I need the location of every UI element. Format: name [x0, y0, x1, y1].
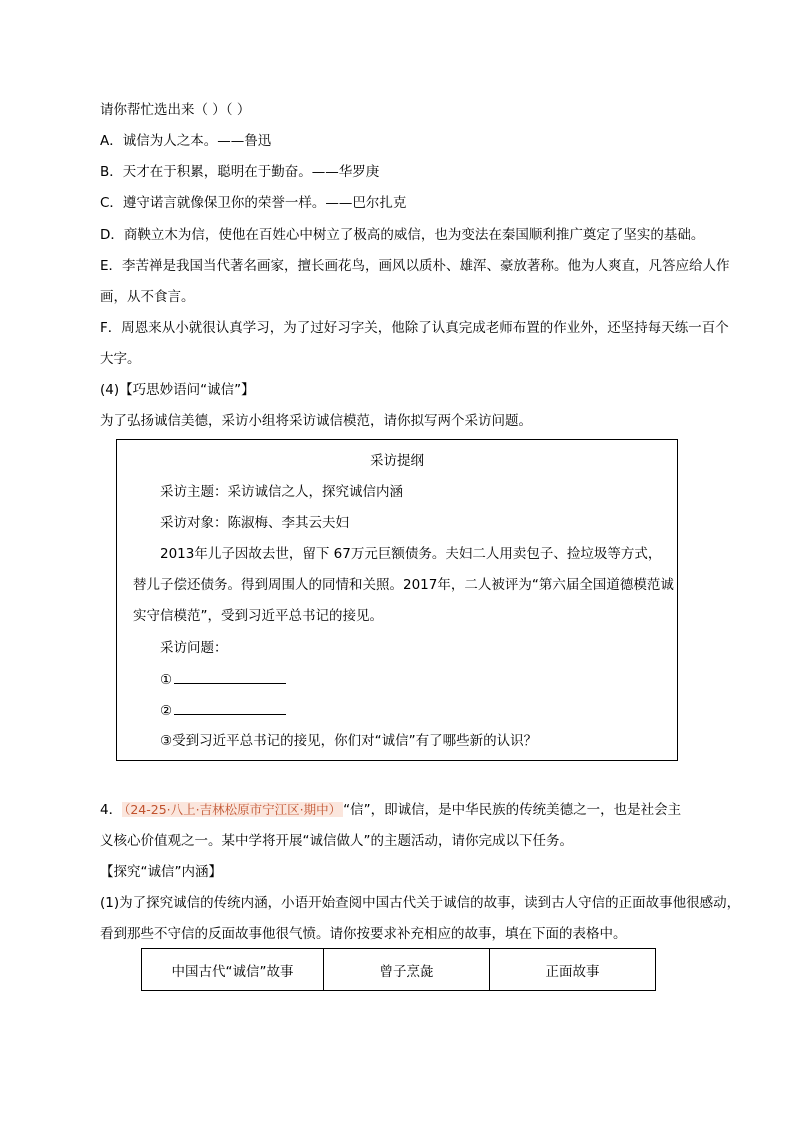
- outline-target: 采访对象：陈淑梅、李其云夫妇: [160, 515, 349, 531]
- table-row: [142, 949, 656, 991]
- story-table: [141, 948, 656, 991]
- question-2-number: ②: [160, 703, 173, 719]
- outline-story-line1: 2013年儿子因故去世，留下 67万元巨额债务。夫妇二人用卖包子、捡垃圾等方式，: [160, 546, 662, 562]
- table-cell-story: 曾子烹彘: [324, 949, 490, 991]
- option-f-line2: 大字。: [100, 351, 141, 367]
- interview-outline-box: [116, 439, 678, 761]
- option-e-line1: E．李苦禅是我国当代著名画家，擅长画花鸟，画风以质朴、雄浑、豪放著称。他为人爽直，凡答应给人作: [100, 258, 730, 274]
- answer-line-1[interactable]: [160, 669, 286, 690]
- option-d: D．商鞅立木为信，使他在百姓心中树立了极高的威信，也为变法在秦国顺利推广奠定了坚实的基础。: [100, 227, 705, 243]
- source-tag: （24-25·八上·吉林松原市宁江区·期中）: [124, 802, 342, 817]
- section-title: 【探究“诚信”内涵】: [100, 864, 222, 880]
- option-e-line2: 画，从不食言。: [100, 289, 195, 305]
- question-3: ③受到习近平总书记的接见，你们对“诚信”有了哪些新的认识？: [160, 733, 538, 749]
- option-a: A．诚信为人之本。——鲁迅: [100, 133, 272, 149]
- subquestion-4-text: 为了弘扬诚信美德，采访小组将采访诚信模范，请你拟写两个采访问题。: [100, 413, 532, 429]
- outline-story-line3: 实守信模范”，受到习近平总书记的接见。: [133, 608, 383, 624]
- outline-topic: 采访主题：采访诚信之人，探究诚信内涵: [160, 484, 403, 500]
- question-4-number: 4．: [100, 802, 123, 818]
- question-1-number: ①: [160, 672, 173, 688]
- question-1-blank[interactable]: [174, 669, 286, 684]
- subquestion-4-title: (4)【巧思妙语问“诚信”】: [100, 382, 255, 398]
- question-2-blank[interactable]: [174, 700, 286, 715]
- outline-title: 采访提纲: [370, 453, 424, 469]
- option-f-line1: F．周恩来从小就很认真学习，为了过好习字关，他除了认真完成老师布置的作业外，还坚持每天练一百个: [100, 320, 729, 336]
- option-c: C．遵守诺言就像保卫你的荣誉一样。——巴尔扎克: [100, 195, 407, 211]
- question-4-intro-text: “信”，即诚信，是中华民族的传统美德之一，也是社会主: [343, 802, 682, 818]
- subquestion-1-line2: 看到那些不守信的反面故事他很气愤。请你按要求补充相应的故事，填在下面的表格中。: [100, 926, 627, 942]
- subquestion-1-line1: (1)为了探究诚信的传统内涵，小语开始查阅中国古代关于诚信的故事，读到古人守信的正面故事他很感动，: [100, 895, 741, 911]
- outline-questions-label: 采访问题：: [160, 640, 228, 656]
- table-cell-type: 正面故事: [490, 949, 656, 991]
- question-4-intro-line1: [100, 800, 681, 820]
- option-b: B．天才在于积累，聪明在于勤奋。——华罗庚: [100, 164, 380, 180]
- choice-prompt: 请你帮忙选出来（ ）（ ）: [100, 102, 251, 118]
- answer-line-2[interactable]: [160, 700, 286, 721]
- outline-story-line2: 替儿子偿还债务。得到周围人的同情和关照。2017年，二人被评为“第六届全国道德模范诚: [133, 577, 674, 593]
- question-4-intro-line2: 义核心价值观之一。某中学将开展“诚信做人”的主题活动，请你完成以下任务。: [100, 833, 573, 849]
- table-cell-header: 中国古代“诚信”故事: [142, 949, 324, 991]
